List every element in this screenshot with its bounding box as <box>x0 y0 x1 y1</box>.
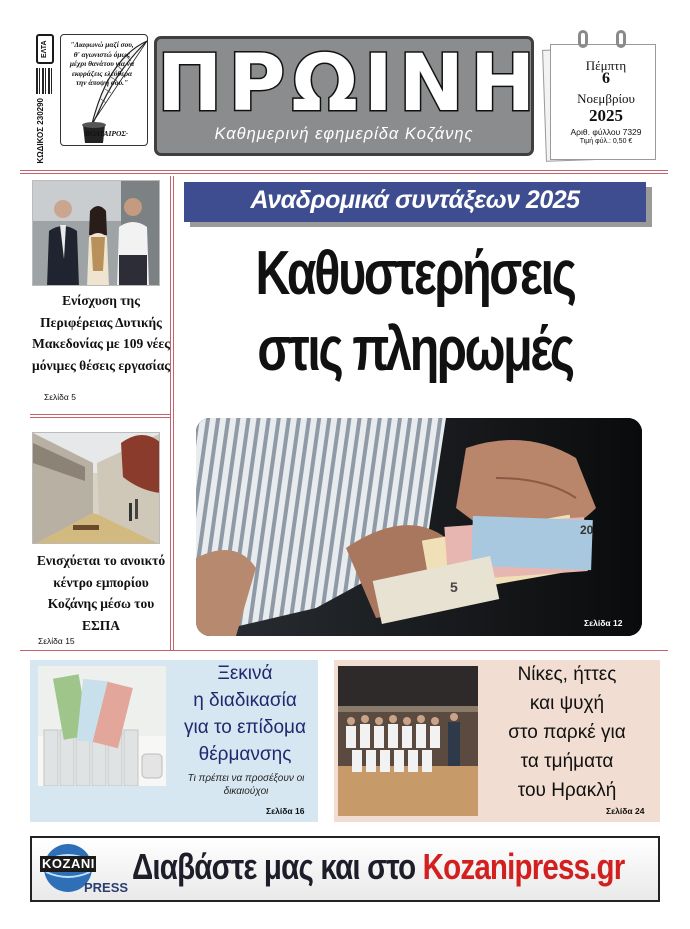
divider-top-double <box>20 173 668 174</box>
elta-logo: ΕΛΤΑ <box>36 34 54 64</box>
postal-barcode <box>36 68 54 94</box>
masthead <box>154 36 542 156</box>
banner-site-link[interactable]: Kozanipress.gr <box>422 846 625 887</box>
story2-page: Σελίδα 15 <box>38 636 75 646</box>
quote-box <box>60 34 148 146</box>
postal-code: ΚΩΔΙΚΟΣ 230290 <box>36 98 45 164</box>
kozanipress-banner[interactable] <box>30 836 660 902</box>
heating-title-line: για το επίδομα <box>184 717 306 738</box>
main-kicker-text: Αναδρομικά συντάξεων 2025 <box>250 186 580 214</box>
svg-text:5: 5 <box>450 579 458 595</box>
calendar-ring-icon <box>616 30 626 48</box>
heating-subtitle: Τι πρέπει να προσέξουν οι δικαιούχοι <box>187 773 305 797</box>
sports-page: Σελίδα 24 <box>606 806 645 816</box>
main-headline-line2: στις πληρωμές <box>257 315 573 384</box>
sports-story[interactable] <box>334 660 660 822</box>
main-story-page: Σελίδα 12 <box>584 618 623 628</box>
sports-title-line: Νίκες, ήττες <box>517 664 617 685</box>
quote-text: "Διαφωνώ μαζί σου, θ' αγωνιστώ όμως μέχρι θανάτου για να εκφράζεις ελεύθερα την άποψή σου." <box>69 40 135 88</box>
kozanipress-logo-bottom: PRESS <box>84 880 129 895</box>
kozanipress-logo <box>38 842 130 898</box>
svg-text:20: 20 <box>580 523 594 537</box>
main-photo[interactable] <box>196 418 642 636</box>
heating-story[interactable] <box>30 660 318 822</box>
main-kicker <box>184 182 646 222</box>
sports-title-line: τα τμήματα <box>520 751 614 772</box>
newspaper-title: ΠΡΩΙΝΗ <box>157 39 542 129</box>
issue-weekday: Πέμπτη <box>585 58 627 73</box>
newspaper-subtitle: Καθημερινή εφημερίδα Κοζάνης <box>214 125 474 143</box>
heating-title-line: θέρμανσης <box>198 744 292 765</box>
date-calendar <box>544 38 656 162</box>
heating-title <box>170 660 320 768</box>
sports-title <box>472 660 662 805</box>
issue-year: 2025 <box>589 106 623 125</box>
postal-info <box>36 34 58 164</box>
divider-left-stories <box>30 414 170 415</box>
main-headline[interactable] <box>240 236 591 388</box>
kozanipress-logo-top: KOZANI <box>42 856 95 871</box>
heating-title-line: Ξεκινά <box>217 663 273 684</box>
story1-headline[interactable]: Ενίσχυση της Περιφέρειας Δυτικής Μακεδονίας με 109 νέες μόνιμες θέσεις εργασίας <box>32 293 170 373</box>
divider-left-stories-double <box>30 417 170 418</box>
banner-text <box>132 846 624 888</box>
story2-headline[interactable]: Ενισχύεται το ανοικτό κέντρο εμπορίου Κοζάνης μέσω του ΕΣΠΑ <box>36 553 166 633</box>
divider-column-double <box>173 176 174 650</box>
heating-photo <box>38 666 166 786</box>
sports-title-line: του Ηρακλή <box>517 780 617 801</box>
main-headline-line1: Καθυστερήσεις <box>255 239 575 308</box>
heating-page: Σελίδα 16 <box>266 806 305 816</box>
quote-author: ΒΟΛΤΑΙΡΟΣ· <box>85 129 128 138</box>
issue-number: Αριθ. φύλλου 7329 <box>570 127 642 137</box>
heating-title-line: η διαδικασία <box>193 690 297 711</box>
issue-price: Τιμή φύλ.: 0,50 € <box>579 138 633 145</box>
story2-photo[interactable] <box>32 432 160 544</box>
sports-title-line: και ψυχή <box>529 693 605 714</box>
banner-text-main: Διαβάστε μας και στο <box>132 846 423 887</box>
sports-title-line: στο παρκέ για <box>508 722 626 743</box>
divider-top <box>20 170 668 171</box>
story1-page: Σελίδα 5 <box>44 392 76 402</box>
issue-month: Νοεμβρίου <box>577 91 635 106</box>
divider-bottom <box>20 650 668 651</box>
story1-photo[interactable] <box>32 180 160 286</box>
issue-day-number: 6 <box>602 70 610 87</box>
calendar-ring-icon <box>578 30 588 48</box>
sports-photo <box>338 666 478 816</box>
